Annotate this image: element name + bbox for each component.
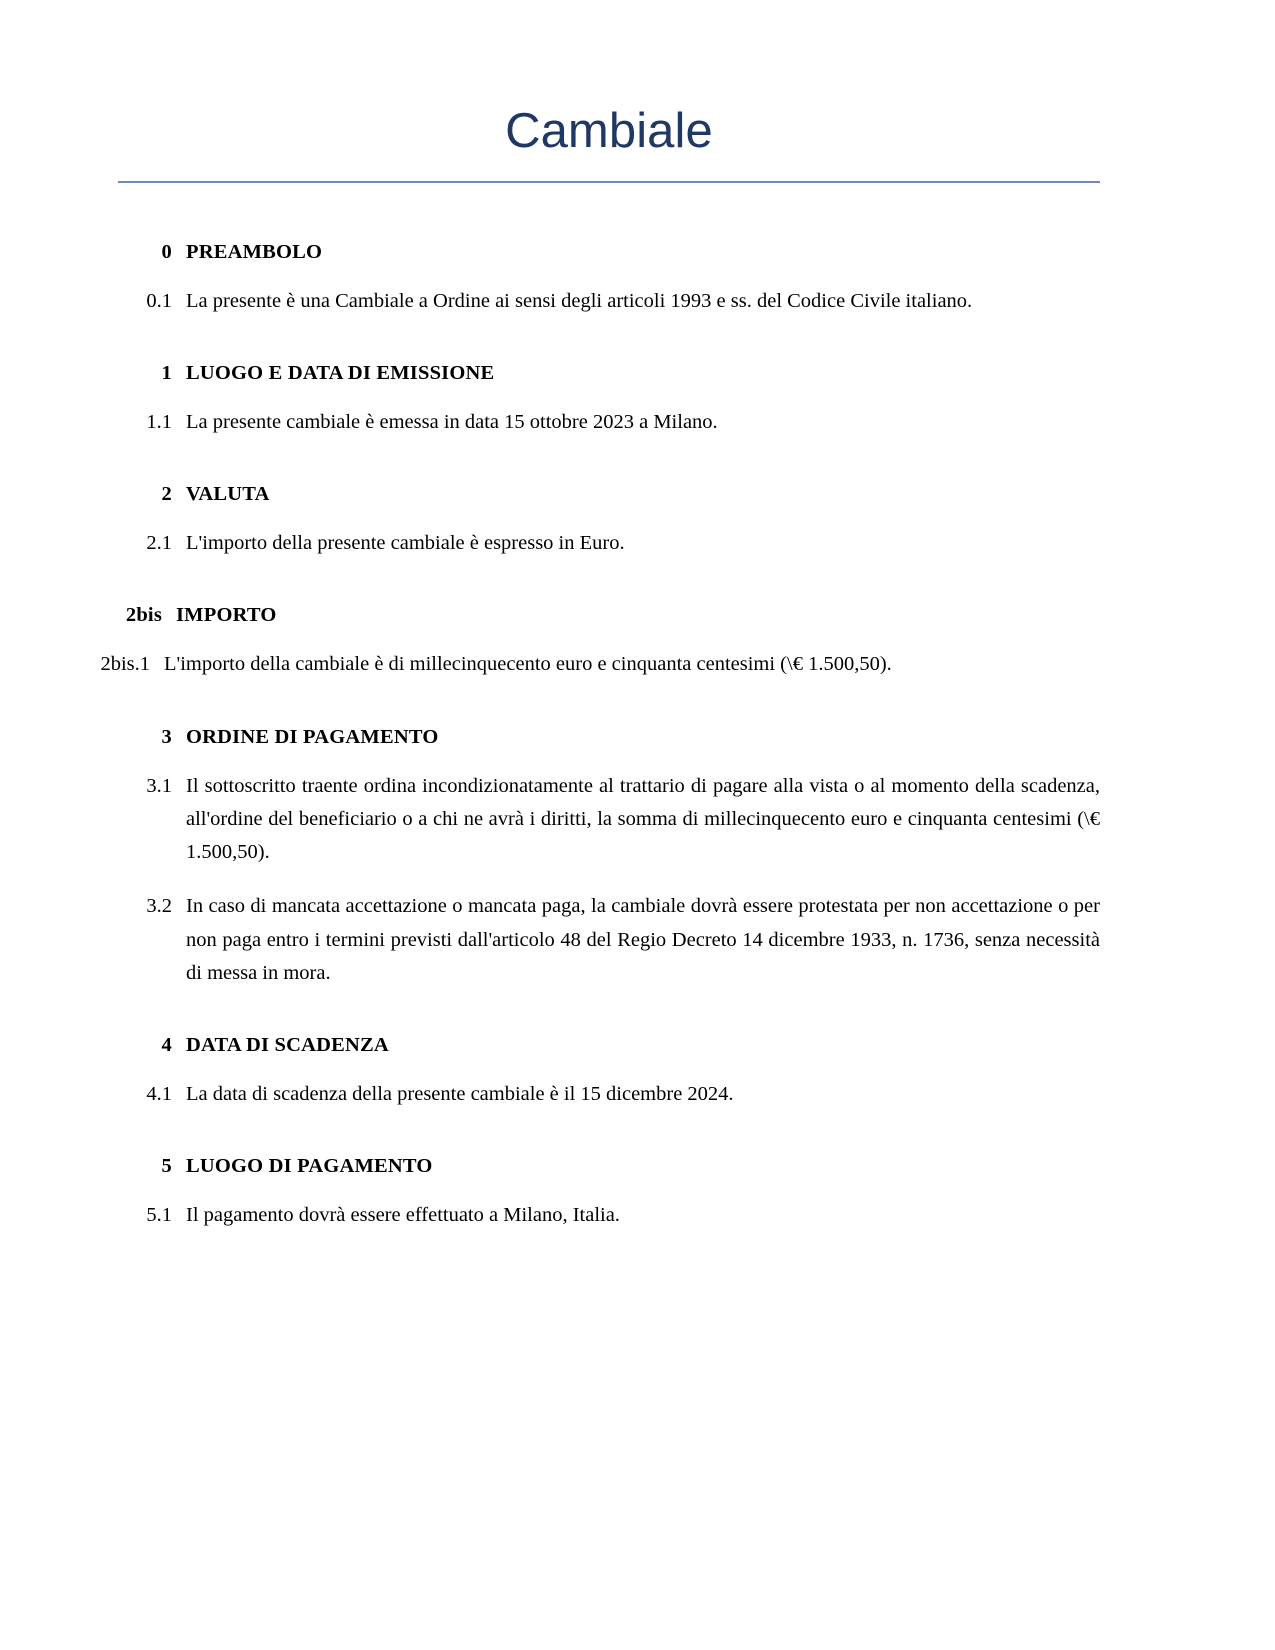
clause	[118, 285, 1100, 318]
title-block	[118, 0, 1100, 183]
section-heading	[118, 241, 1100, 264]
section	[118, 1034, 1100, 1111]
clause	[118, 527, 1100, 560]
page-title: Cambiale	[505, 104, 713, 158]
clause-text: In caso di mancata accettazione o mancata paga, la cambiale dovrà essere protestata per non accettazione o per non paga entro i termini previsti dall'articolo 48 del Regio Decreto 14 dicembre 1933, n. 1736, senza necessità di messa in mora.	[186, 895, 1100, 984]
clause-number: 3.2	[146, 895, 172, 918]
clause-text: L'importo della cambiale è di millecinquecento euro e cinquanta centesimi (\€ 1.500,50).	[164, 653, 892, 676]
clause-text: Il sottoscritto traente ordina incondizionatamente al trattario di pagare alla vista o al momento della scadenza, all'ordine del beneficiario o a chi ne avrà i diritti, la somma di millecinquecento euro e cinquanta centesimi (\€ 1.500,50).	[186, 774, 1100, 864]
section-number: 0	[161, 240, 172, 263]
section-number: 5	[161, 1155, 172, 1178]
section-number: 3	[161, 725, 172, 748]
clause	[118, 1199, 1100, 1232]
section-title: ORDINE DI PAGAMENTO	[186, 725, 439, 748]
section	[118, 726, 1100, 990]
section-heading	[118, 726, 1100, 749]
section-heading	[118, 1034, 1100, 1057]
section-title: LUOGO E DATA DI EMISSIONE	[186, 362, 495, 385]
section-title: DATA DI SCADENZA	[186, 1033, 389, 1056]
clause	[118, 890, 1100, 990]
clause-text: La data di scadenza della presente cambiale è il 15 dicembre 2024.	[186, 1082, 734, 1105]
section-heading	[118, 1155, 1100, 1178]
section	[118, 483, 1100, 560]
clause-number: 1.1	[146, 411, 172, 434]
clause-text: La presente cambiale è emessa in data 15 ottobre 2023 a Milano.	[186, 411, 718, 434]
section-heading	[118, 483, 1100, 506]
document-body	[100, 183, 1100, 1232]
section-number: 1	[161, 362, 172, 385]
section	[100, 604, 1100, 681]
clause-number: 2.1	[146, 532, 172, 555]
section-number: 2bis	[125, 604, 162, 627]
clause	[118, 770, 1100, 870]
clause-number: 3.1	[146, 774, 172, 797]
section	[118, 362, 1100, 439]
section-number: 4	[161, 1033, 172, 1056]
section-title: IMPORTO	[176, 604, 277, 627]
section-heading	[118, 604, 1100, 627]
clause-text: La presente è una Cambiale a Ordine ai sensi degli articoli 1993 e ss. del Codice Civile italiano.	[186, 289, 973, 312]
section	[118, 1155, 1100, 1232]
section-title: VALUTA	[186, 483, 270, 506]
section-number: 2	[161, 483, 172, 506]
clause	[118, 406, 1100, 439]
section-heading	[118, 362, 1100, 385]
clause	[118, 1078, 1100, 1111]
clause-number: 4.1	[146, 1082, 172, 1105]
clause-text: Il pagamento dovrà essere effettuato a Milano, Italia.	[186, 1204, 620, 1227]
section	[118, 241, 1100, 318]
section-title: PREAMBOLO	[186, 240, 323, 263]
clause-number: 0.1	[146, 289, 172, 312]
clause-text: L'importo della presente cambiale è espresso in Euro.	[186, 532, 625, 555]
section-title: LUOGO DI PAGAMENTO	[186, 1155, 433, 1178]
clause	[100, 648, 1100, 681]
clause-number: 2bis.1	[100, 653, 150, 676]
clause-number: 5.1	[146, 1204, 172, 1227]
